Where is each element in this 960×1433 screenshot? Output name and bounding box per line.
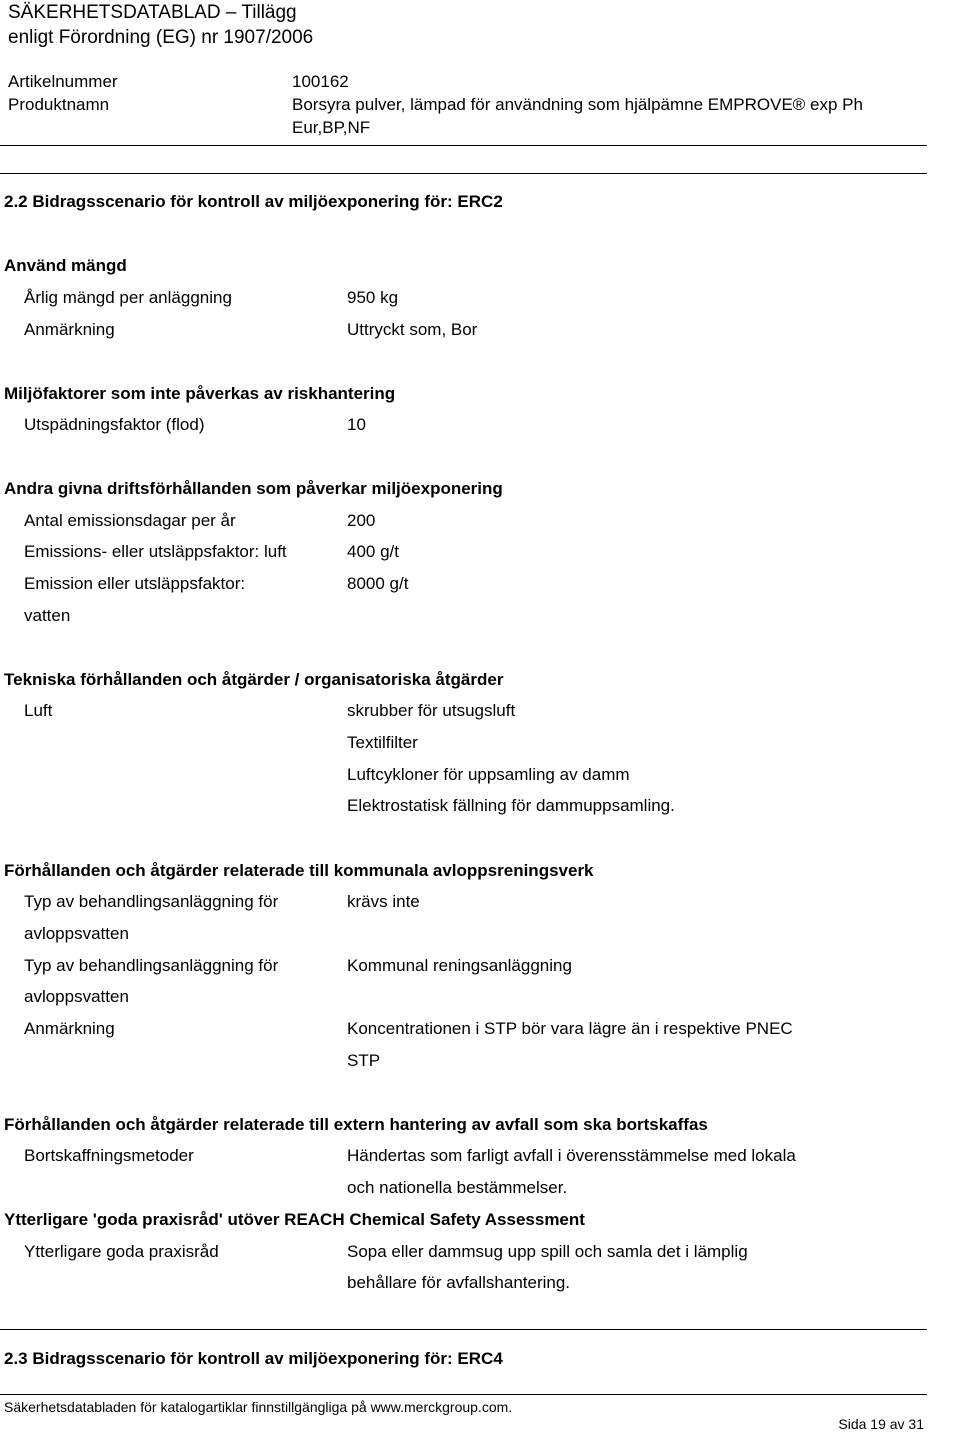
stp-value-cont: STP [347, 1051, 381, 1070]
stp-label: Typ av behandlingsanläggning för [24, 956, 279, 975]
product-name-label: Produktnamn [8, 95, 110, 114]
env-factor-value: 10 [347, 415, 366, 434]
technical-measure: Textilfilter [347, 733, 418, 752]
footer-note: Säkerhetsdatabladen för katalogartiklar finnstillgängliga på www.merckgroup.com. [4, 1399, 513, 1415]
waste-title: Förhållanden och åtgärder relaterade till extern hantering av avfall som ska bortskaffas [4, 1115, 708, 1134]
section-divider [0, 1329, 927, 1330]
condition-value: 200 [347, 511, 376, 530]
technical-measure: Luftcykloner för uppsamling av damm [347, 765, 630, 784]
good-practice-label: Ytterligare goda praxisråd [24, 1242, 219, 1261]
condition-value: 400 g/t [347, 542, 399, 561]
stp-value: krävs inte [347, 892, 420, 911]
condition-label: Emission eller utsläppsfaktor: [24, 574, 246, 593]
technical-title: Tekniska förhållanden och åtgärder / organisatoriska åtgärder [4, 670, 504, 689]
section-divider [0, 173, 927, 174]
amount-row-label: Årlig mängd per anläggning [24, 288, 232, 307]
header-divider [0, 145, 927, 146]
document-subtitle: enligt Förordning (EG) nr 1907/2006 [8, 27, 314, 48]
document-title: SÄKERHETSDATABLAD – Tillägg [8, 2, 297, 23]
stp-label: Anmärkning [24, 1019, 115, 1038]
stp-label-cont: avloppsvatten [24, 987, 129, 1006]
footer-divider [0, 1394, 927, 1395]
stp-label-cont: avloppsvatten [24, 924, 129, 943]
amount-row-value: 950 kg [347, 288, 399, 307]
stp-label: Typ av behandlingsanläggning för [24, 892, 279, 911]
technical-measure: skrubber för utsugsluft [347, 701, 516, 720]
amount-row-value: Uttryckt som, Bor [347, 320, 478, 339]
condition-label: Emissions- eller utsläppsfaktor: luft [24, 542, 287, 561]
page-number: Sida 19 av 31 [838, 1416, 924, 1432]
product-name-value: Borsyra pulver, lämpad för användning som hjälpämne EMPROVE® exp Ph [292, 95, 863, 114]
condition-value: 8000 g/t [347, 574, 409, 593]
amount-row-label: Anmärkning [24, 320, 115, 339]
condition-label-cont: vatten [24, 606, 71, 625]
article-number-label: Artikelnummer [8, 72, 118, 91]
other-conditions-title: Andra givna driftsförhållanden som påverkar miljöexponering [4, 479, 503, 498]
stp-value: Koncentrationen i STP bör vara lägre än i respektive PNEC [347, 1019, 793, 1038]
good-practice-title: Ytterligare 'goda praxisråd' utöver REACH Chemical Safety Assessment [4, 1210, 585, 1229]
technical-label: Luft [24, 701, 53, 720]
stp-title: Förhållanden och åtgärder relaterade till kommunala avloppsreningsverk [4, 861, 594, 880]
technical-measure: Elektrostatisk fällning för dammuppsamling. [347, 796, 675, 815]
waste-value-cont: och nationella bestämmelser. [347, 1178, 568, 1197]
amount-title: Använd mängd [4, 256, 127, 275]
stp-value: Kommunal reningsanläggning [347, 956, 572, 975]
article-number-value: 100162 [292, 72, 349, 91]
good-practice-value: Sopa eller dammsug upp spill och samla det i lämplig [347, 1242, 748, 1261]
env-factors-title: Miljöfaktorer som inte påverkas av riskhantering [4, 384, 396, 403]
env-factor-label: Utspädningsfaktor (flod) [24, 415, 205, 434]
good-practice-value-cont: behållare för avfallshantering. [347, 1273, 571, 1292]
section-2-3-heading: 2.3 Bidragsscenario för kontroll av miljöexponering för: ERC4 [4, 1349, 503, 1368]
condition-label: Antal emissionsdagar per år [24, 511, 236, 530]
section-2-2-heading: 2.2 Bidragsscenario för kontroll av miljöexponering för: ERC2 [4, 192, 503, 211]
waste-value: Hӓndertas som farligt avfall i överensstämmelse med lokala [347, 1146, 796, 1165]
product-name-value-cont: Eur,BP,NF [292, 118, 371, 137]
waste-label: Bortskaffningsmetoder [24, 1146, 194, 1165]
